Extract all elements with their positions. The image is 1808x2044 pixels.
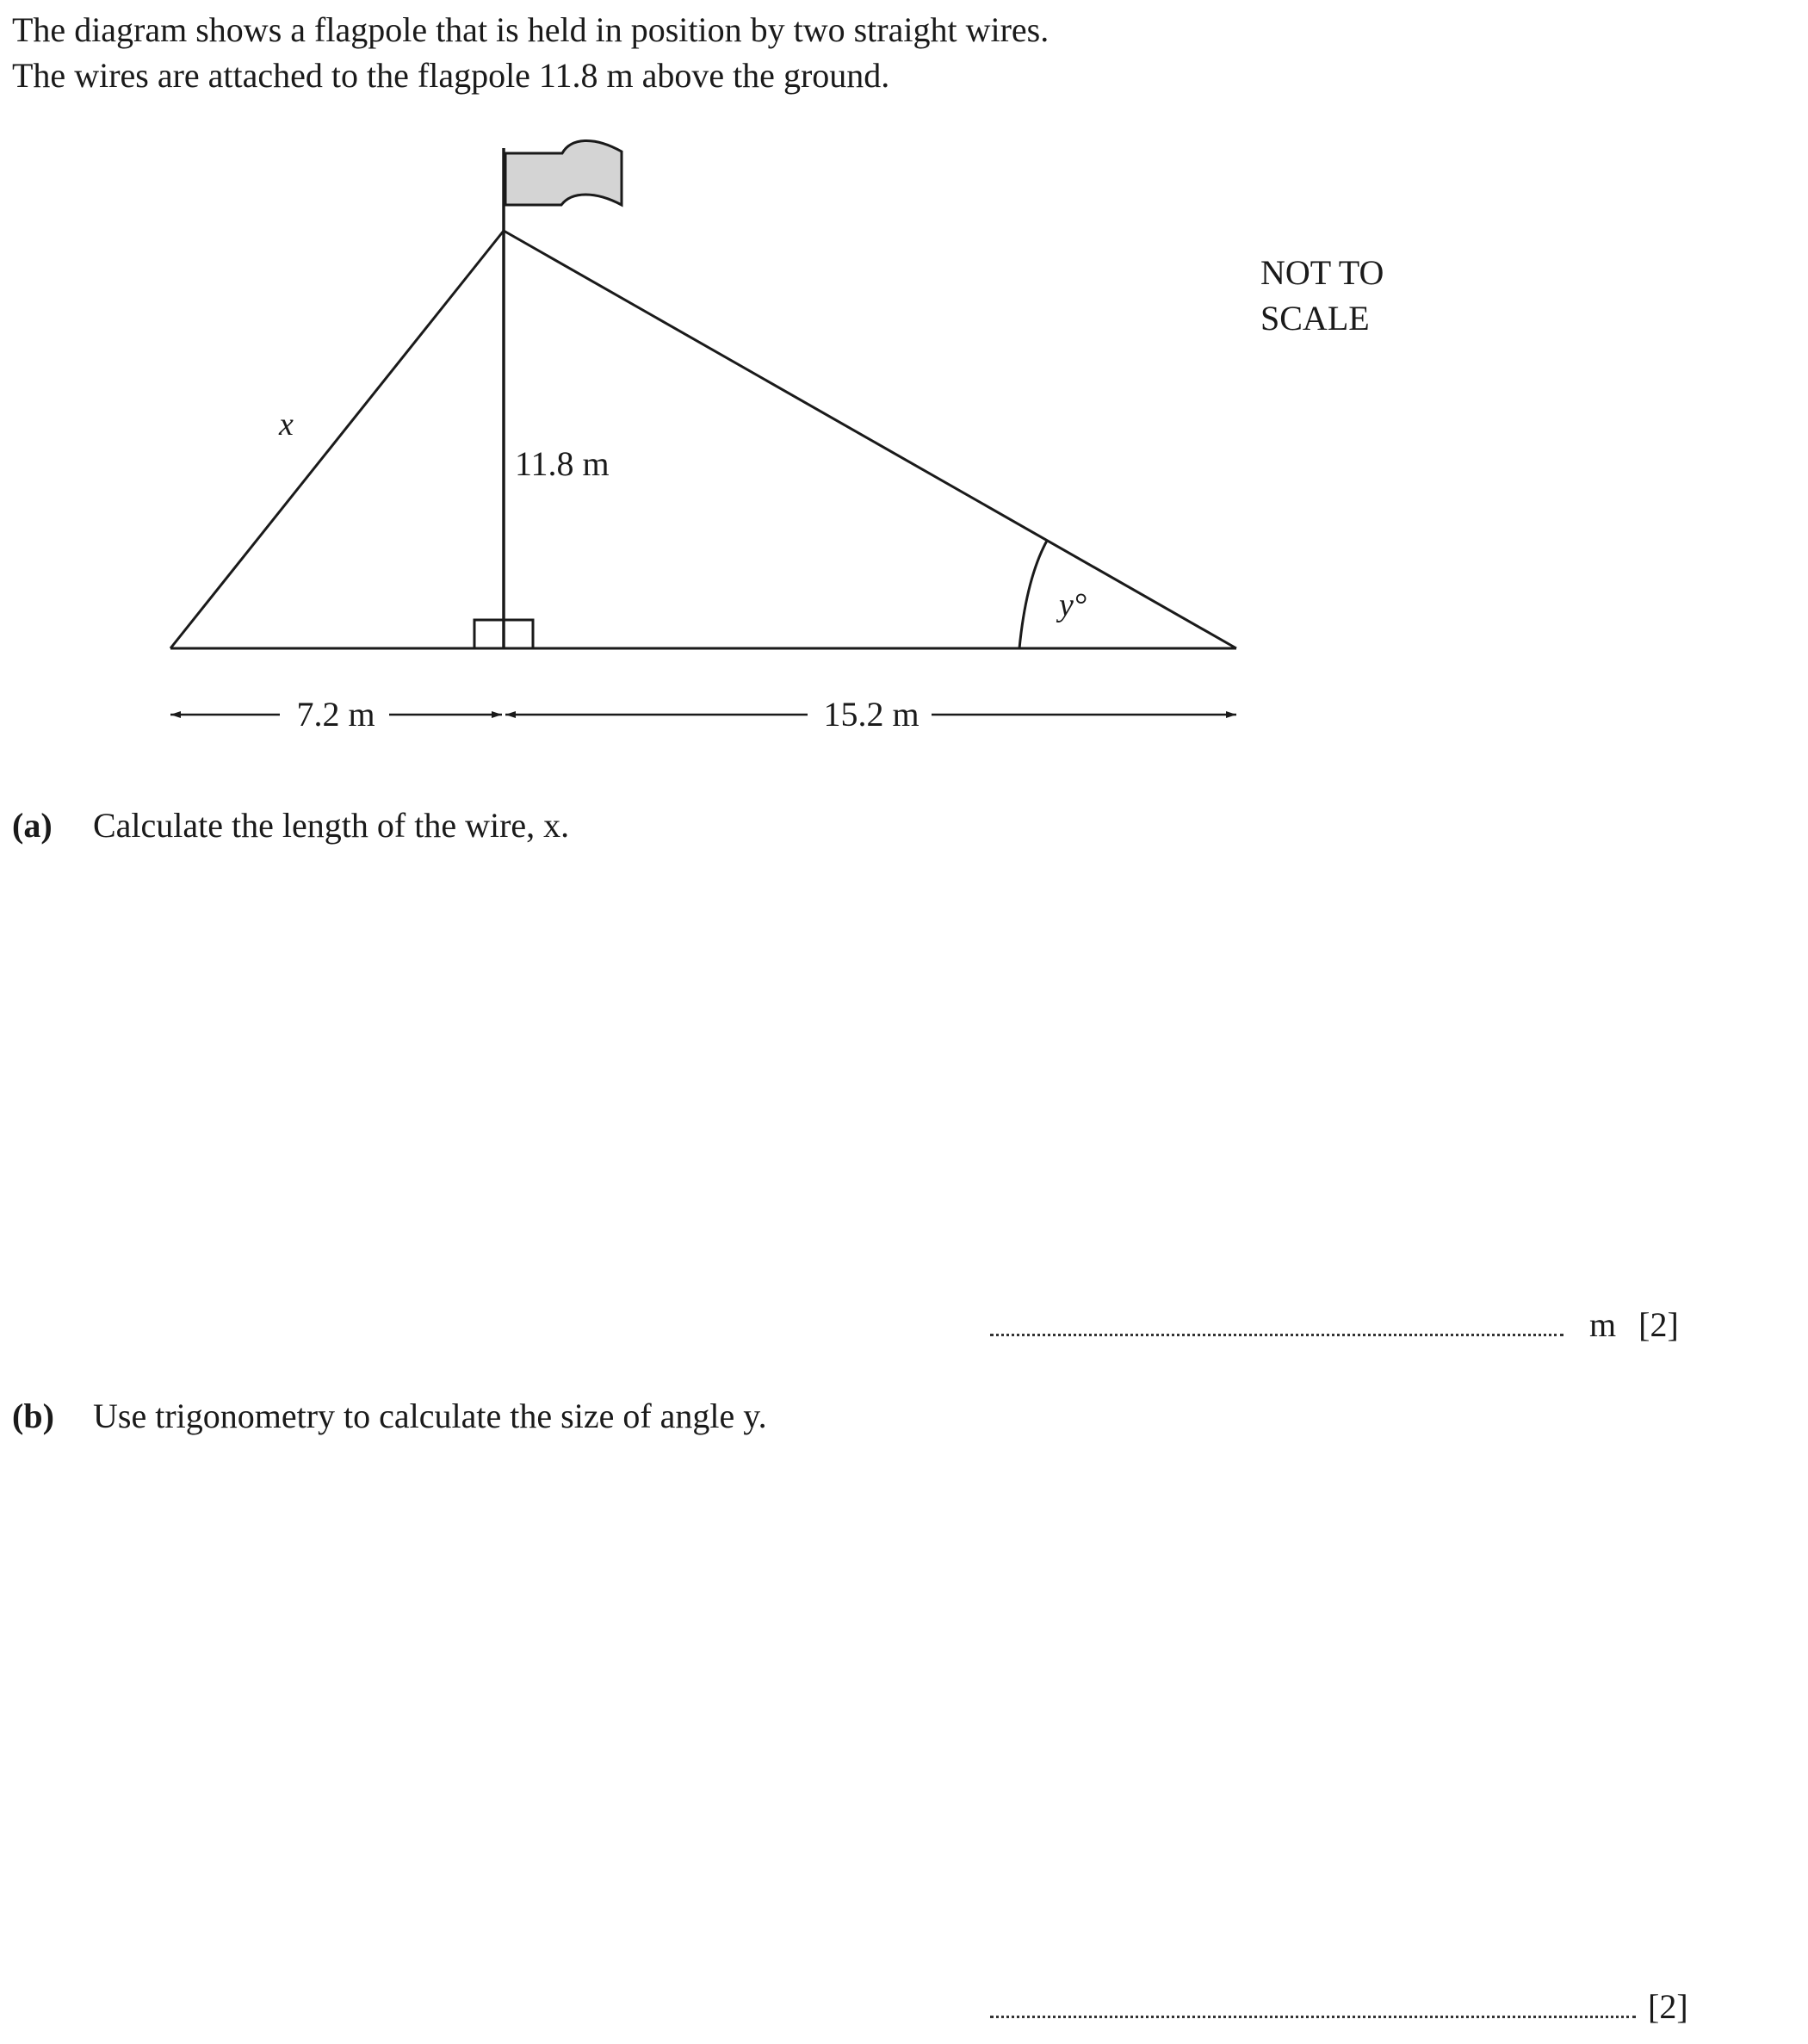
part-a-answer-line	[990, 1304, 1679, 1347]
right-wire	[504, 231, 1236, 648]
flagpole-diagram	[0, 0, 1808, 775]
part-a-text: Calculate the length of the wire, x.	[93, 806, 570, 845]
intro-line-1: The diagram shows a flagpole that is held in position by two straight wires.	[12, 10, 1050, 49]
part-b-label: (b)	[12, 1397, 54, 1435]
part-a-label: (a)	[12, 806, 53, 845]
left-wire	[170, 231, 504, 648]
part-b-answer-field[interactable]	[990, 2016, 1636, 2018]
flag-icon	[505, 140, 622, 205]
right-distance-label: 15.2 m	[823, 695, 919, 734]
part-b-answer-line	[990, 1985, 1688, 2029]
not-to-scale-line-2: SCALE	[1260, 299, 1370, 338]
wire-x-label: x	[279, 406, 294, 443]
part-a-question	[12, 804, 569, 847]
intro-line-2: The wires are attached to the flagpole 11.8 m above the ground.	[12, 56, 890, 95]
angle-y-arc	[1019, 541, 1047, 648]
part-b-text: Use trigonometry to calculate the size of angle y.	[93, 1397, 767, 1435]
part-b-question	[12, 1395, 767, 1438]
angle-y-label: y°	[1059, 587, 1087, 623]
height-label: 11.8 m	[515, 444, 610, 483]
part-b-marks: [2]	[1648, 1987, 1688, 2026]
part-a-marks: [2]	[1638, 1305, 1679, 1344]
part-a-answer-field[interactable]	[990, 1334, 1563, 1336]
left-distance-label: 7.2 m	[296, 695, 375, 734]
not-to-scale-line-1: NOT TO	[1260, 253, 1384, 292]
part-a-unit: m	[1589, 1305, 1617, 1344]
